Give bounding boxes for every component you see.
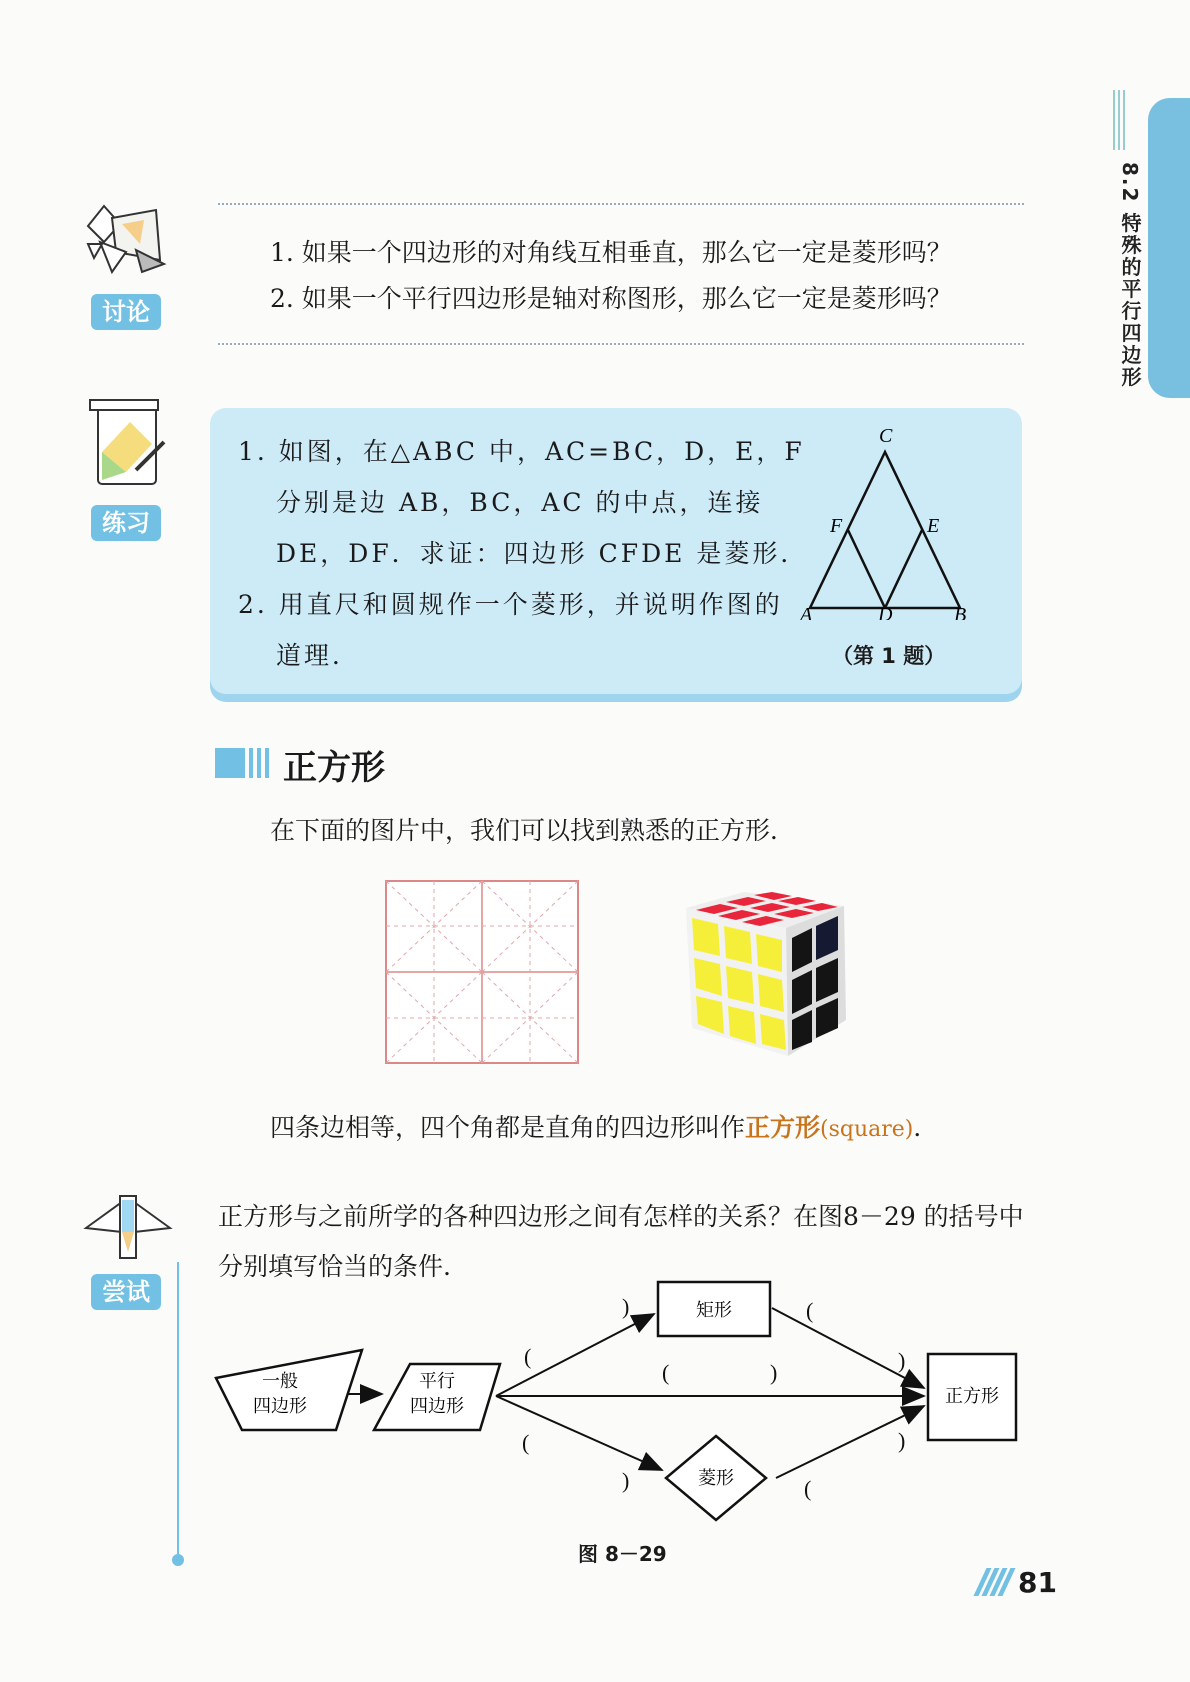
try-text: 正方形与之前所学的各种四边形之间有怎样的关系？在图8－29 的括号中分别填写恰当的条件. [218, 1202, 1024, 1281]
svg-text:(: ( [662, 1360, 670, 1385]
square-definition [270, 1108, 938, 1144]
try-left-rule [177, 1262, 179, 1558]
practice-badge: 练习 [91, 505, 161, 541]
try-icon [82, 1192, 174, 1264]
definition-term: 正方形 [745, 1113, 821, 1142]
rectangle-label: 矩形 [696, 1300, 732, 1321]
try-badge: 尝试 [91, 1274, 161, 1310]
svg-text:(: ( [522, 1430, 530, 1455]
divider-bottom [218, 343, 1024, 345]
svg-text:(: ( [804, 1476, 812, 1501]
arrow-parallelogram-to-rectangle [496, 1314, 654, 1396]
definition-suffix: ． [913, 1113, 939, 1142]
side-decor-lines [1113, 90, 1131, 150]
label-B: B [954, 604, 967, 620]
parallelogram-label-1: 平行 [419, 1371, 455, 1392]
rhombus-label: 菱形 [698, 1468, 734, 1489]
page-footer [980, 1566, 1057, 1599]
svg-text:): ) [898, 1348, 906, 1373]
svg-text:): ) [622, 1468, 630, 1493]
parallelogram-label-2: 四边形 [410, 1396, 464, 1417]
label-C: C [879, 425, 893, 447]
svg-text:): ) [622, 1294, 630, 1319]
triangle-figure [800, 420, 980, 620]
practice-icon [86, 392, 172, 492]
try-left-dot [172, 1554, 184, 1566]
rubiks-cube-image [682, 888, 852, 1056]
general-quad-label-2: 四边形 [253, 1396, 307, 1417]
discussion-icon [82, 198, 172, 284]
discussion-item-2: 2. 如果一个平行四边形是轴对称图形，那么它一定是菱形吗？ [270, 284, 952, 313]
section-heading-bar [215, 748, 271, 778]
svg-text:(: ( [806, 1298, 814, 1323]
arrow-parallelogram-to-rhombus [496, 1396, 662, 1470]
svg-text:(: ( [524, 1344, 532, 1369]
divider-top [218, 203, 1024, 205]
svg-text:): ) [898, 1428, 906, 1453]
chapter-side-tab [1148, 98, 1190, 398]
label-D: D [878, 604, 893, 620]
section-intro: 在下面的图片中，我们可以找到熟悉的正方形． [270, 816, 796, 845]
chapter-label: 8.2 特殊的平行四边形 [1118, 162, 1142, 389]
definition-english: (square) [820, 1117, 914, 1142]
section-title: 正方形 [283, 748, 385, 788]
practice-q1-line1: 1. 如图，在△ABC 中，AC=BC，D，E，F [238, 437, 805, 466]
label-A: A [800, 604, 813, 620]
general-quad-label-1: 一般 [262, 1371, 298, 1392]
definition-prefix: 四条边相等，四个角都是直角的四边形叫作 [270, 1113, 746, 1142]
label-E: E [927, 515, 940, 537]
practice-q1-line2: 分别是边 AB，BC，AC 的中点，连接 [276, 488, 764, 517]
practice-q2-line2: 道理． [276, 641, 361, 670]
quadrilateral-relationship-diagram [210, 1270, 1030, 1530]
practice-q1-line3: DE，DF．求证：四边形 CFDE 是菱形． [276, 539, 809, 568]
page-number: 81 [1018, 1566, 1057, 1599]
discussion-badge: 讨论 [91, 294, 161, 330]
practice-q2-line1: 2. 用直尺和圆规作一个菱形，并说明作图的 [238, 590, 783, 619]
diagram-caption: 图 8－29 [578, 1542, 667, 1566]
label-F: F [830, 515, 843, 537]
svg-text:): ) [770, 1360, 778, 1385]
square-label: 正方形 [945, 1386, 999, 1407]
discussion-item-1: 1. 如果一个四边形的对角线互相垂直，那么它一定是菱形吗？ [270, 238, 952, 267]
figure-caption-1: （第 1 题） [832, 644, 946, 668]
grid-paper-image [385, 880, 579, 1064]
